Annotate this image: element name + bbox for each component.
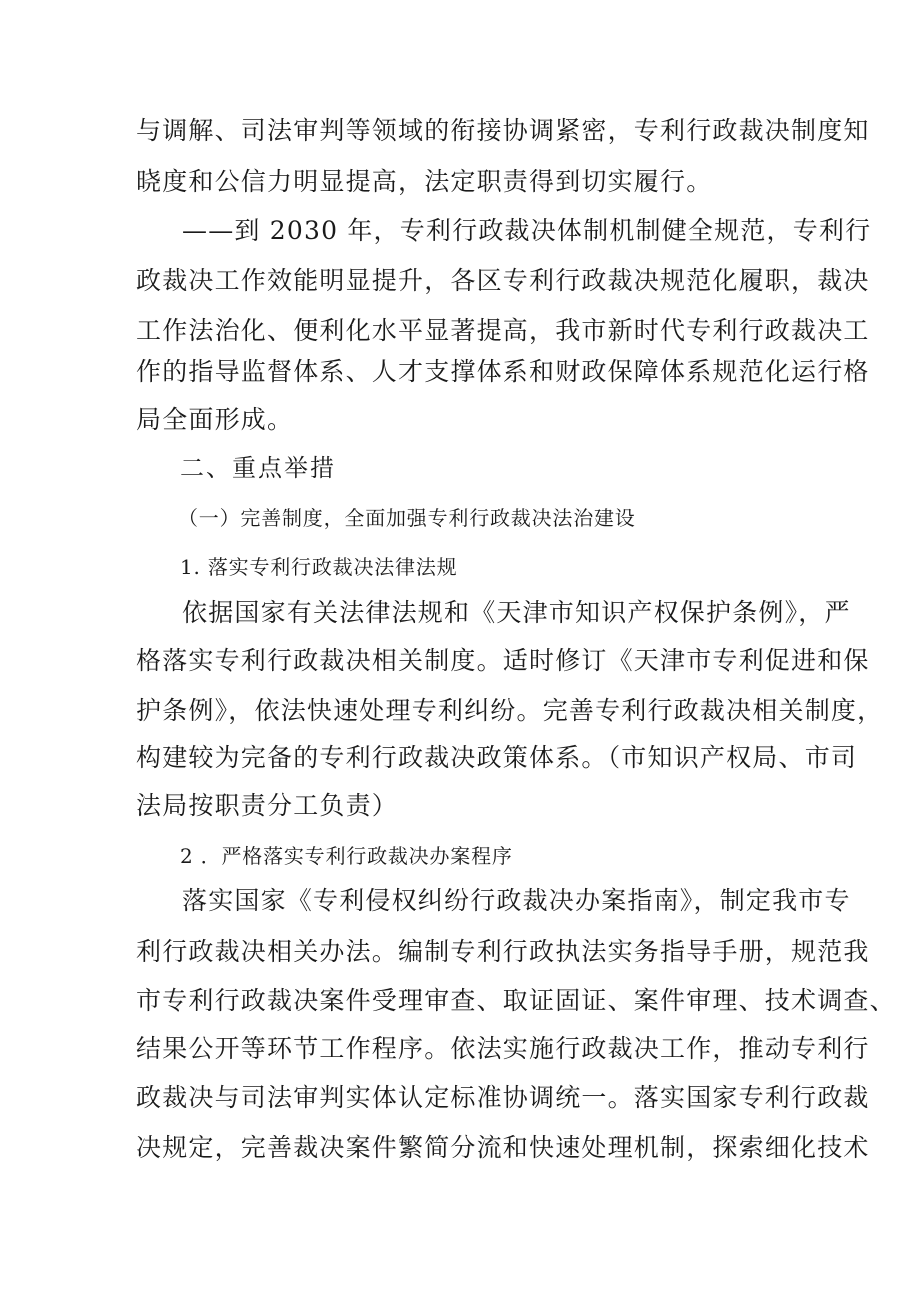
goal-2030-line-5: 局全面形成。	[136, 405, 294, 434]
item1-line-3: 护条例》，依法快速处理专利纠纷。完善专利行政裁决相关制度，	[136, 696, 884, 725]
item1-line-5: 法局按职责分工负责）	[136, 791, 399, 820]
item2-line-2: 利行政裁决相关办法。编制专利行政执法实务指导手册，规范我	[136, 937, 870, 966]
item2-heading: 2 ．严格落实专利行政裁决办案程序	[180, 844, 513, 868]
goal-2030-line-1: ——到 2030 年，专利行政裁决体制机制健全规范，专利行	[182, 216, 872, 245]
item2-line-5: 政裁决与司法审判实体认定标准协调统一。落实国家专利行政裁	[136, 1083, 870, 1112]
goal-2030-line-4: 作的指导监督体系、人才支撑体系和财政保障体系规范化运行格	[136, 357, 870, 386]
item2-line-6: 决规定，完善裁决案件繁简分流和快速处理机制，探索细化技术	[136, 1133, 870, 1162]
item1-heading: 1. 落实专利行政裁决法律法规	[180, 555, 458, 579]
item2-line-3: 市专利行政裁决案件受理审查、取证固证、案件审理、技术调查、	[136, 986, 896, 1015]
goal-2030-line-2: 政裁决工作效能明显提升，各区专利行政裁决规范化履职，裁决	[136, 266, 870, 295]
goal-2030-line-3: 工作法治化、便利化水平显著提高，我市新时代专利行政裁决工	[136, 316, 870, 345]
subsection-heading: （一）完善制度，全面加强专利行政裁决法治建设	[178, 506, 636, 530]
item1-line-1: 依据国家有关法律法规和《天津市知识产权保护条例》，严	[182, 598, 851, 627]
item2-line-1: 落实国家《专利侵权纠纷行政裁决办案指南》，制定我市专	[182, 886, 851, 915]
item2-line-4: 结果公开等环节工作程序。依法实施行政裁决工作，推动专利行	[136, 1034, 870, 1063]
item1-line-2: 格落实专利行政裁决相关制度。适时修订《天津市专利促进和保	[136, 646, 870, 675]
section-heading: 二、重点举措	[180, 454, 336, 482]
intro-line-1: 与调解、司法审判等领域的衔接协调紧密，专利行政裁决制度知	[136, 116, 870, 145]
item1-line-4: 构建较为完备的专利行政裁决政策体系。（市知识产权局、市司	[136, 743, 858, 772]
intro-line-2: 晓度和公信力明显提高，法定职责得到切实履行。	[136, 167, 713, 196]
